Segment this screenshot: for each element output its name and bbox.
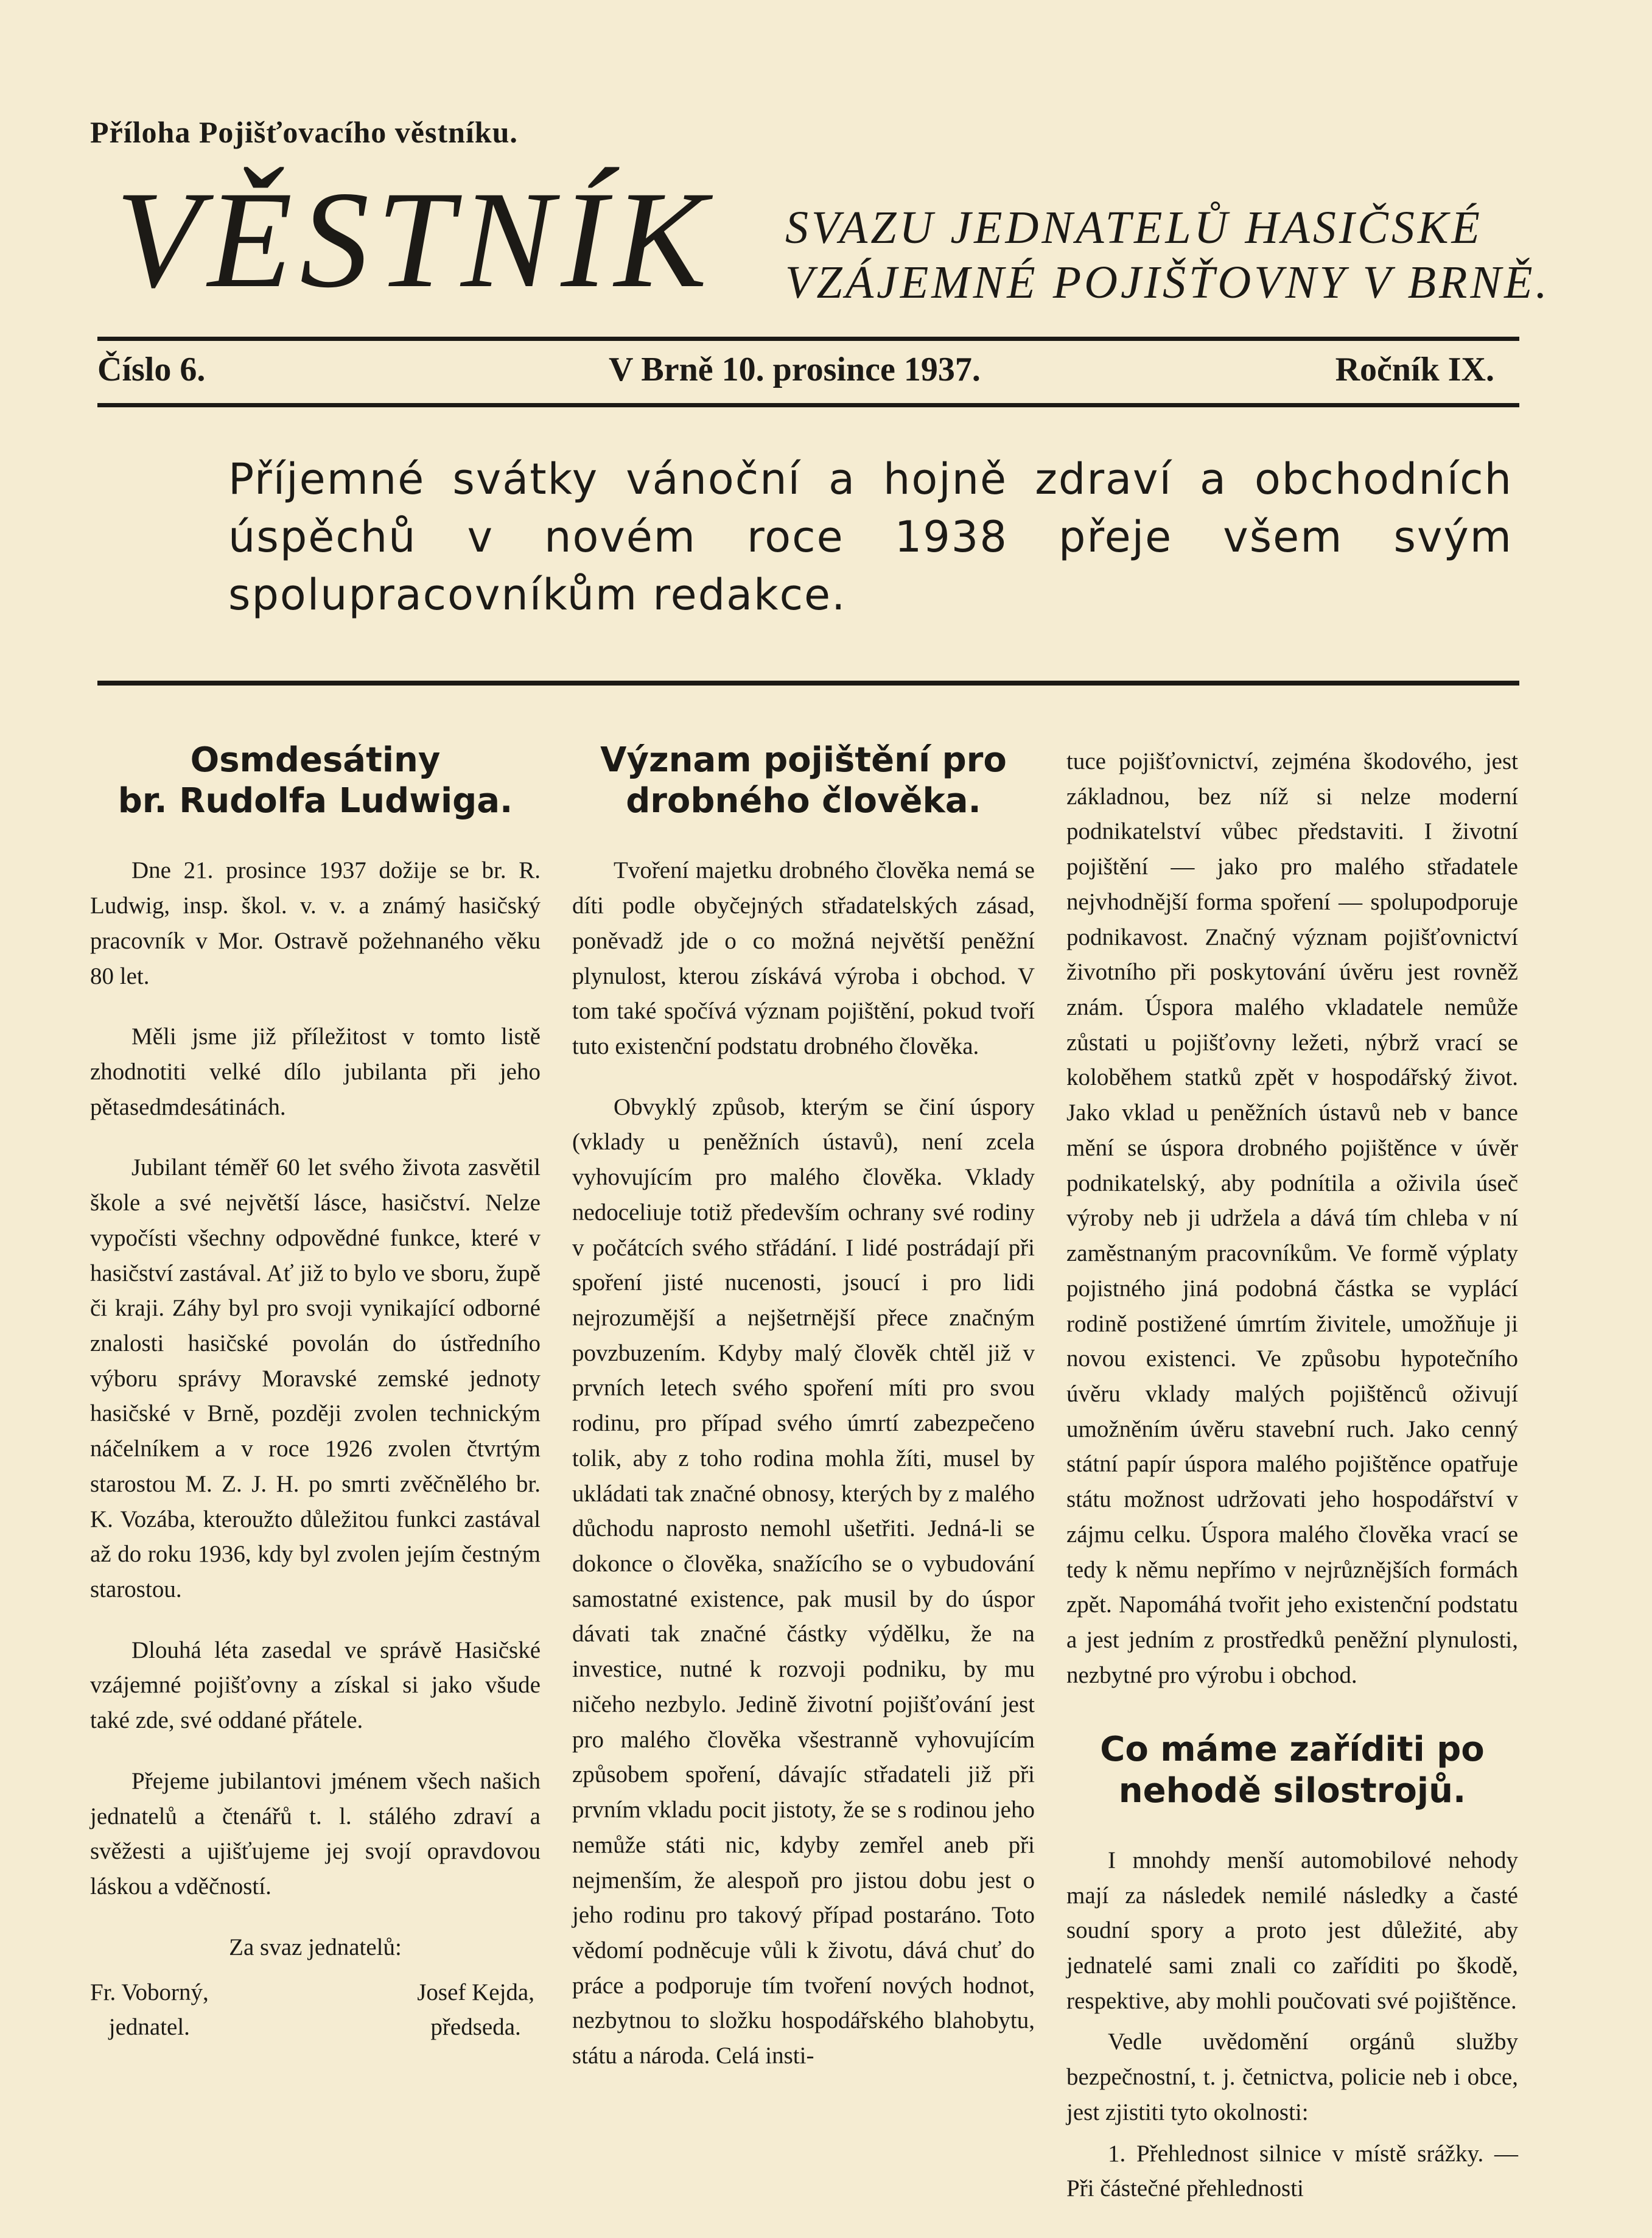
- header-rule-top: [97, 337, 1519, 341]
- article-2-headline-line-1: Význam pojištění pro: [600, 740, 1007, 780]
- column-3: [1066, 744, 1518, 2212]
- article-1-paragraph: Přejeme jubilantovi jménem všech našich jednatelů a čtenářů t. l. stálého zdraví a svěžesti a ujišťujeme jej svojí opravdovou láskou a vděčností.: [90, 1767, 541, 1900]
- article-2-paragraph: Tvoření majetku drobného člověka nemá se díti podle obyčejných střadatelských zásad, poněvadž jde o co možná největší peněžní plynulost, kterou získává výroba i obchod. V tom také spočívá význam pojištění, pokud tvoří tuto existenční podstatu drobného člověka.: [572, 857, 1035, 1059]
- article-3-paragraph: I mnohdy menší automobilové nehody mají za následek nemilé následky a časté soudní spory a proto jest důležité, aby jednatelé sami znali co zaříditi po škodě, respektive, aby mohli poučovati své pojištěnce.: [1066, 1847, 1518, 2014]
- article-3-paragraph: Vedle uvědomění orgánů služby bezpečnostní, t. j. četnictva, policie neb i obce, jest zjistiti tyto okolnosti:: [1066, 2029, 1518, 2125]
- signer-2-name: Josef Kejda,: [417, 1979, 534, 2005]
- header-rule-bottom: [97, 403, 1519, 407]
- christmas-greeting: Příjemné svátky vánoční a hojně zdraví a obchodních úspěchů v novém roce 1938 přeje všem svým spolupracovníkům redakce.: [228, 454, 1513, 620]
- article-1-paragraph: Jubilant téměř 60 let svého života zasvětil škole a své největší lásce, hasičství. Nelze vypočísti všechny odpovědné funkce, které v hasičství zastával. Ať již to bylo ve sboru, župě či kraji. Záhy byl pro svoji vynikající odborné znalosti hasičské povolán do ústředního výboru správy Moravské zemské jednoty hasičské v Brně, později zvolen technickým náčelníkem a v roce 1926 zvolen čtvrtým starostou M. Z. J. H. po smrti zvěčnělého br. K. Vozába, kteroužto důležitou funkci zastával až do roku 1936, kdy byl zvolen jejím čestným starostou.: [90, 1154, 541, 1603]
- column-1: [90, 740, 541, 2042]
- masthead-subtitle: [785, 201, 1550, 310]
- subtitle-line-2: VZÁJEMNÉ POJIŠŤOVNY V BRNĚ.: [785, 256, 1550, 308]
- article-1-paragraph: Měli jsme již příležitost v tomto listě zhodnotiti velké dílo jubilanta při jeho pětasedmdesátinách.: [90, 1023, 541, 1120]
- article-2-headline-line-2: drobného člověka.: [626, 781, 981, 821]
- signer-1-role: jednatel.: [108, 2014, 190, 2041]
- article-1-headline: [90, 740, 541, 821]
- supplement-note: Příloha Pojišťovacího věstníku.: [90, 115, 518, 149]
- signer-1-name: Fr. Voborný,: [90, 1979, 209, 2005]
- article-1-headline-line-1: Osmdesátiny: [190, 740, 441, 780]
- issue-number: Číslo 6.: [97, 351, 206, 388]
- section-rule: [97, 681, 1519, 686]
- signer-1: [90, 1975, 209, 2045]
- article-3-headline: [1066, 1729, 1518, 1811]
- volume: Ročník IX.: [1335, 351, 1494, 388]
- article-1-headline-line-2: br. Rudolfa Ludwiga.: [117, 781, 513, 821]
- article-2-continuation: tuce pojišťovnictví, zejména škodového, jest základnou, bez níž si nelze moderní podnikatelství vůbec představiti. I životní pojištění — jako pro malého střadatele nejvhodnější forma spoření — spolupodporuje podnikavost. Značný význam pojišťovnictví životního při poskytování úvěru jest rovněž znám. Úspora malého vkladatele nemůže zůstati u pojišťovny ležeti, nýbrž vrací se koloběhem statků zpět v hospodářský život. Jako vklad u peněžních ústavů neb v bance mění se úspora drobného pojištěnce v úvěr podnikatelský, aby podnítila a oživila úseč výroby neb ji udržela a dává tím chleba v ní zaměstnaným pracovníkům. Ve formě výplaty pojistného jiná podobná částka se vyplácí rodině postižené úmrtím živitele, umožňuje ji novou existenci. Ve způsobu hypotečního úvěru vklady malých pojištěnců oživují umožněním úvěru stavební ruch. Jako cenný státní papír úspora malého pojištěnce opatřuje státu možnost udržovati jeho hospodářství v zájmu celku. Úspora malého člověka vrací se tedy k němu nepřímo v nejrůznějších formách zpět. Napomáhá tvořit jeho existenční podstatu a jest jedním z prostředků peněžní plynulosti, nezbytné pro výrobu i obchod.: [1066, 748, 1518, 1688]
- column-2: [572, 740, 1035, 2099]
- article-3-paragraph: 1. Přehlednost silnice v místě srážky. — Při částečné přehlednosti: [1066, 2140, 1518, 2202]
- article-2-paragraph: Obvyklý způsob, kterým se činí úspory (vklady u peněžních ústavů), není zcela vyhovujícím pro malého člověka. Vklady nedoceliuje totiž především ochrany své rodiny v počátcích svého střádání. I lidé postrádají při spoření jisté nucenosti, jsoucí i pro lidi nejrozumější a nejšetrnější přece značným povzbuzením. Kdyby malý člověk chtěl již v prvních letech svého spoření míti pro svou rodinu, pro případ svého úmrtí zabezpečeno tolik, aby z toho rodina mohla žíti, musel by ukládati tak značné obnosy, kterých by z malého důchodu naprosto nemohl ušetřiti. Jedná-li se dokonce o člověka, snažícího se o vybudování samostatné existence, pak musil by do úspor dávati tak značné částky výdělku, že na investice, nutné k rozvoji podniku, by mu ničeho nezbylo. Jedině životní pojišťování jest pro malého člověka všestranně vyhovujícím způsobem spoření, dávajíc střadateli již při prvním vkladu pocit jistoty, že se s rodinou jeho nemůže státi nic, kdyby zemřel aneb při nejmenším, že alespoň pro jistou dobu jest o jeho rodinu pro takový případ postaráno. Toto vědomí podněcuje vůli k životu, dává chuť do práce a podporuje tím tvoření nových hodnot, nezbytnou to složku hospodářského blahobytu, státu a národa. Celá insti-: [572, 1093, 1035, 2069]
- article-1-signoff: Za svaz jednatelů:: [229, 1934, 402, 1960]
- article-3-headline-line-1: Co máme zaříditi po: [1100, 1730, 1485, 1770]
- subtitle-line-1: SVAZU JEDNATELŮ HASIČSKÉ: [785, 202, 1483, 253]
- article-3-headline-line-2: nehodě silostrojů.: [1118, 1770, 1466, 1811]
- article-2-headline: [572, 740, 1035, 821]
- masthead-title: VĚSTNÍK: [116, 163, 715, 317]
- signer-2: [417, 1975, 534, 2045]
- article-1-paragraph: Dne 21. prosince 1937 dožije se br. R. Ludwig, insp. škol. v. v. a známý hasičský pracovník v Mor. Ostravě požehnaného věku 80 let.: [90, 857, 541, 989]
- signer-2-role: předseda.: [430, 2014, 521, 2041]
- place-date: V Brně 10. prosince 1937.: [609, 351, 981, 388]
- article-1-signers: [90, 1975, 541, 2042]
- article-1-paragraph: Dlouhá léta zasedal ve správě Hasičské vzájemné pojišťovny a získal si jako všude také zde, své oddané přátele.: [90, 1636, 541, 1734]
